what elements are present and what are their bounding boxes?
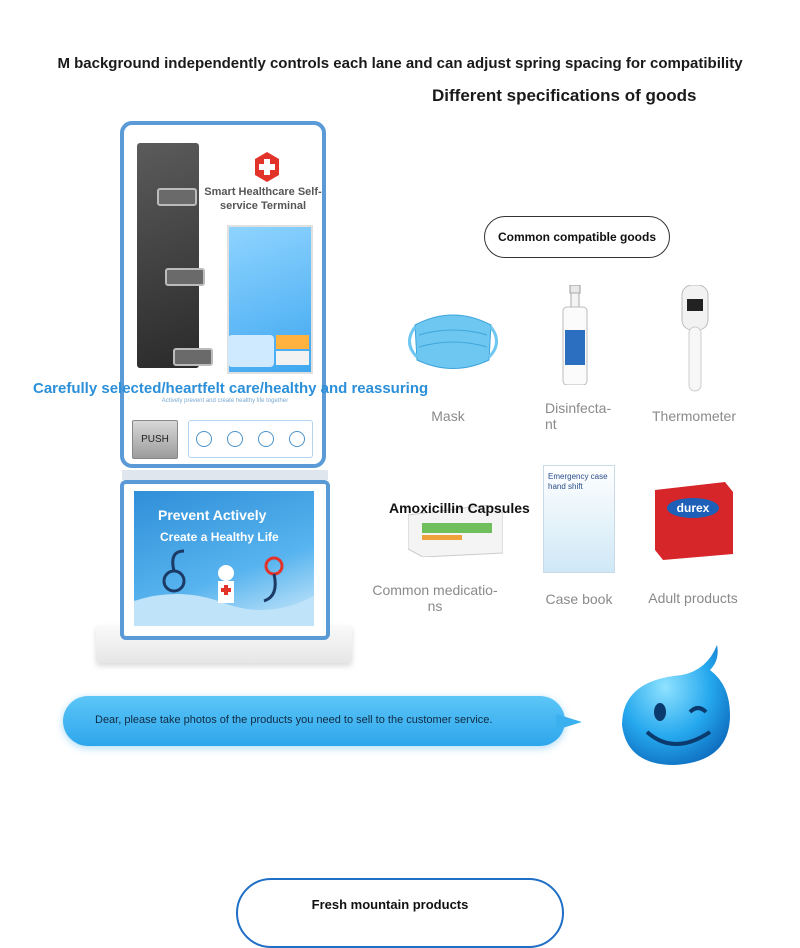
condom-brand: durex — [676, 501, 710, 515]
poster-line-2: Create a Healthy Life — [160, 530, 279, 544]
kiosk-divider — [122, 470, 328, 480]
compatible-goods-pill: Common compatible goods — [484, 216, 670, 258]
footer-title: Fresh mountain products — [311, 897, 469, 912]
purchase-steps — [188, 420, 313, 458]
product-label-disinfectant: Disinfecta- nt — [545, 400, 612, 432]
subhead: Different specifications of goods — [432, 86, 697, 105]
winking-drop-mascot-icon — [612, 640, 738, 770]
spring-lane — [165, 268, 205, 286]
pay-icon — [258, 431, 274, 447]
product-label-thermometer: Thermometer — [651, 408, 737, 424]
thermometer-icon — [680, 285, 710, 393]
product-label-case-book: Case book — [545, 591, 613, 607]
headline: M background independently controls each lane and can adjust spring spacing for compatibility — [57, 55, 743, 72]
bag-icon — [227, 431, 243, 447]
product-label-medications: Common medicatio- ns — [372, 582, 498, 614]
touch-icon — [196, 431, 212, 447]
case-book-text: Emergency case hand shift — [548, 472, 608, 491]
poster-line-1: Prevent Actively — [158, 507, 267, 523]
medicine-name: Amoxicillin Capsules — [389, 500, 530, 516]
medical-cross-icon — [252, 152, 282, 182]
kiosk-tagline-small: Actively prevent and create healthy life together — [161, 398, 289, 404]
chat-message: Dear, please take photos of the products you need to sell to the customer service. — [95, 714, 493, 726]
mask-icon — [405, 305, 501, 375]
screen-mask-thumbnail — [228, 335, 274, 367]
footer-frame — [236, 878, 564, 948]
screen-button-secondary — [276, 351, 309, 365]
spring-lane — [157, 188, 197, 206]
product-label-mask: Mask — [431, 408, 465, 424]
condom-box-icon — [655, 482, 733, 560]
kiosk-title: Smart Healthcare Self-service Terminal — [204, 186, 322, 212]
box-icon — [289, 431, 305, 447]
vending-lane-panel — [137, 143, 199, 368]
chat-bubble-tail — [556, 714, 582, 730]
push-button: PUSH — [132, 420, 178, 459]
product-label-adult: Adult products — [648, 590, 738, 606]
spray-icon — [560, 285, 590, 385]
screen-button-primary — [276, 335, 309, 349]
kiosk-tagline: Carefully selected/heartfelt care/healthy and reassuring — [33, 380, 429, 397]
spring-lane — [173, 348, 213, 366]
